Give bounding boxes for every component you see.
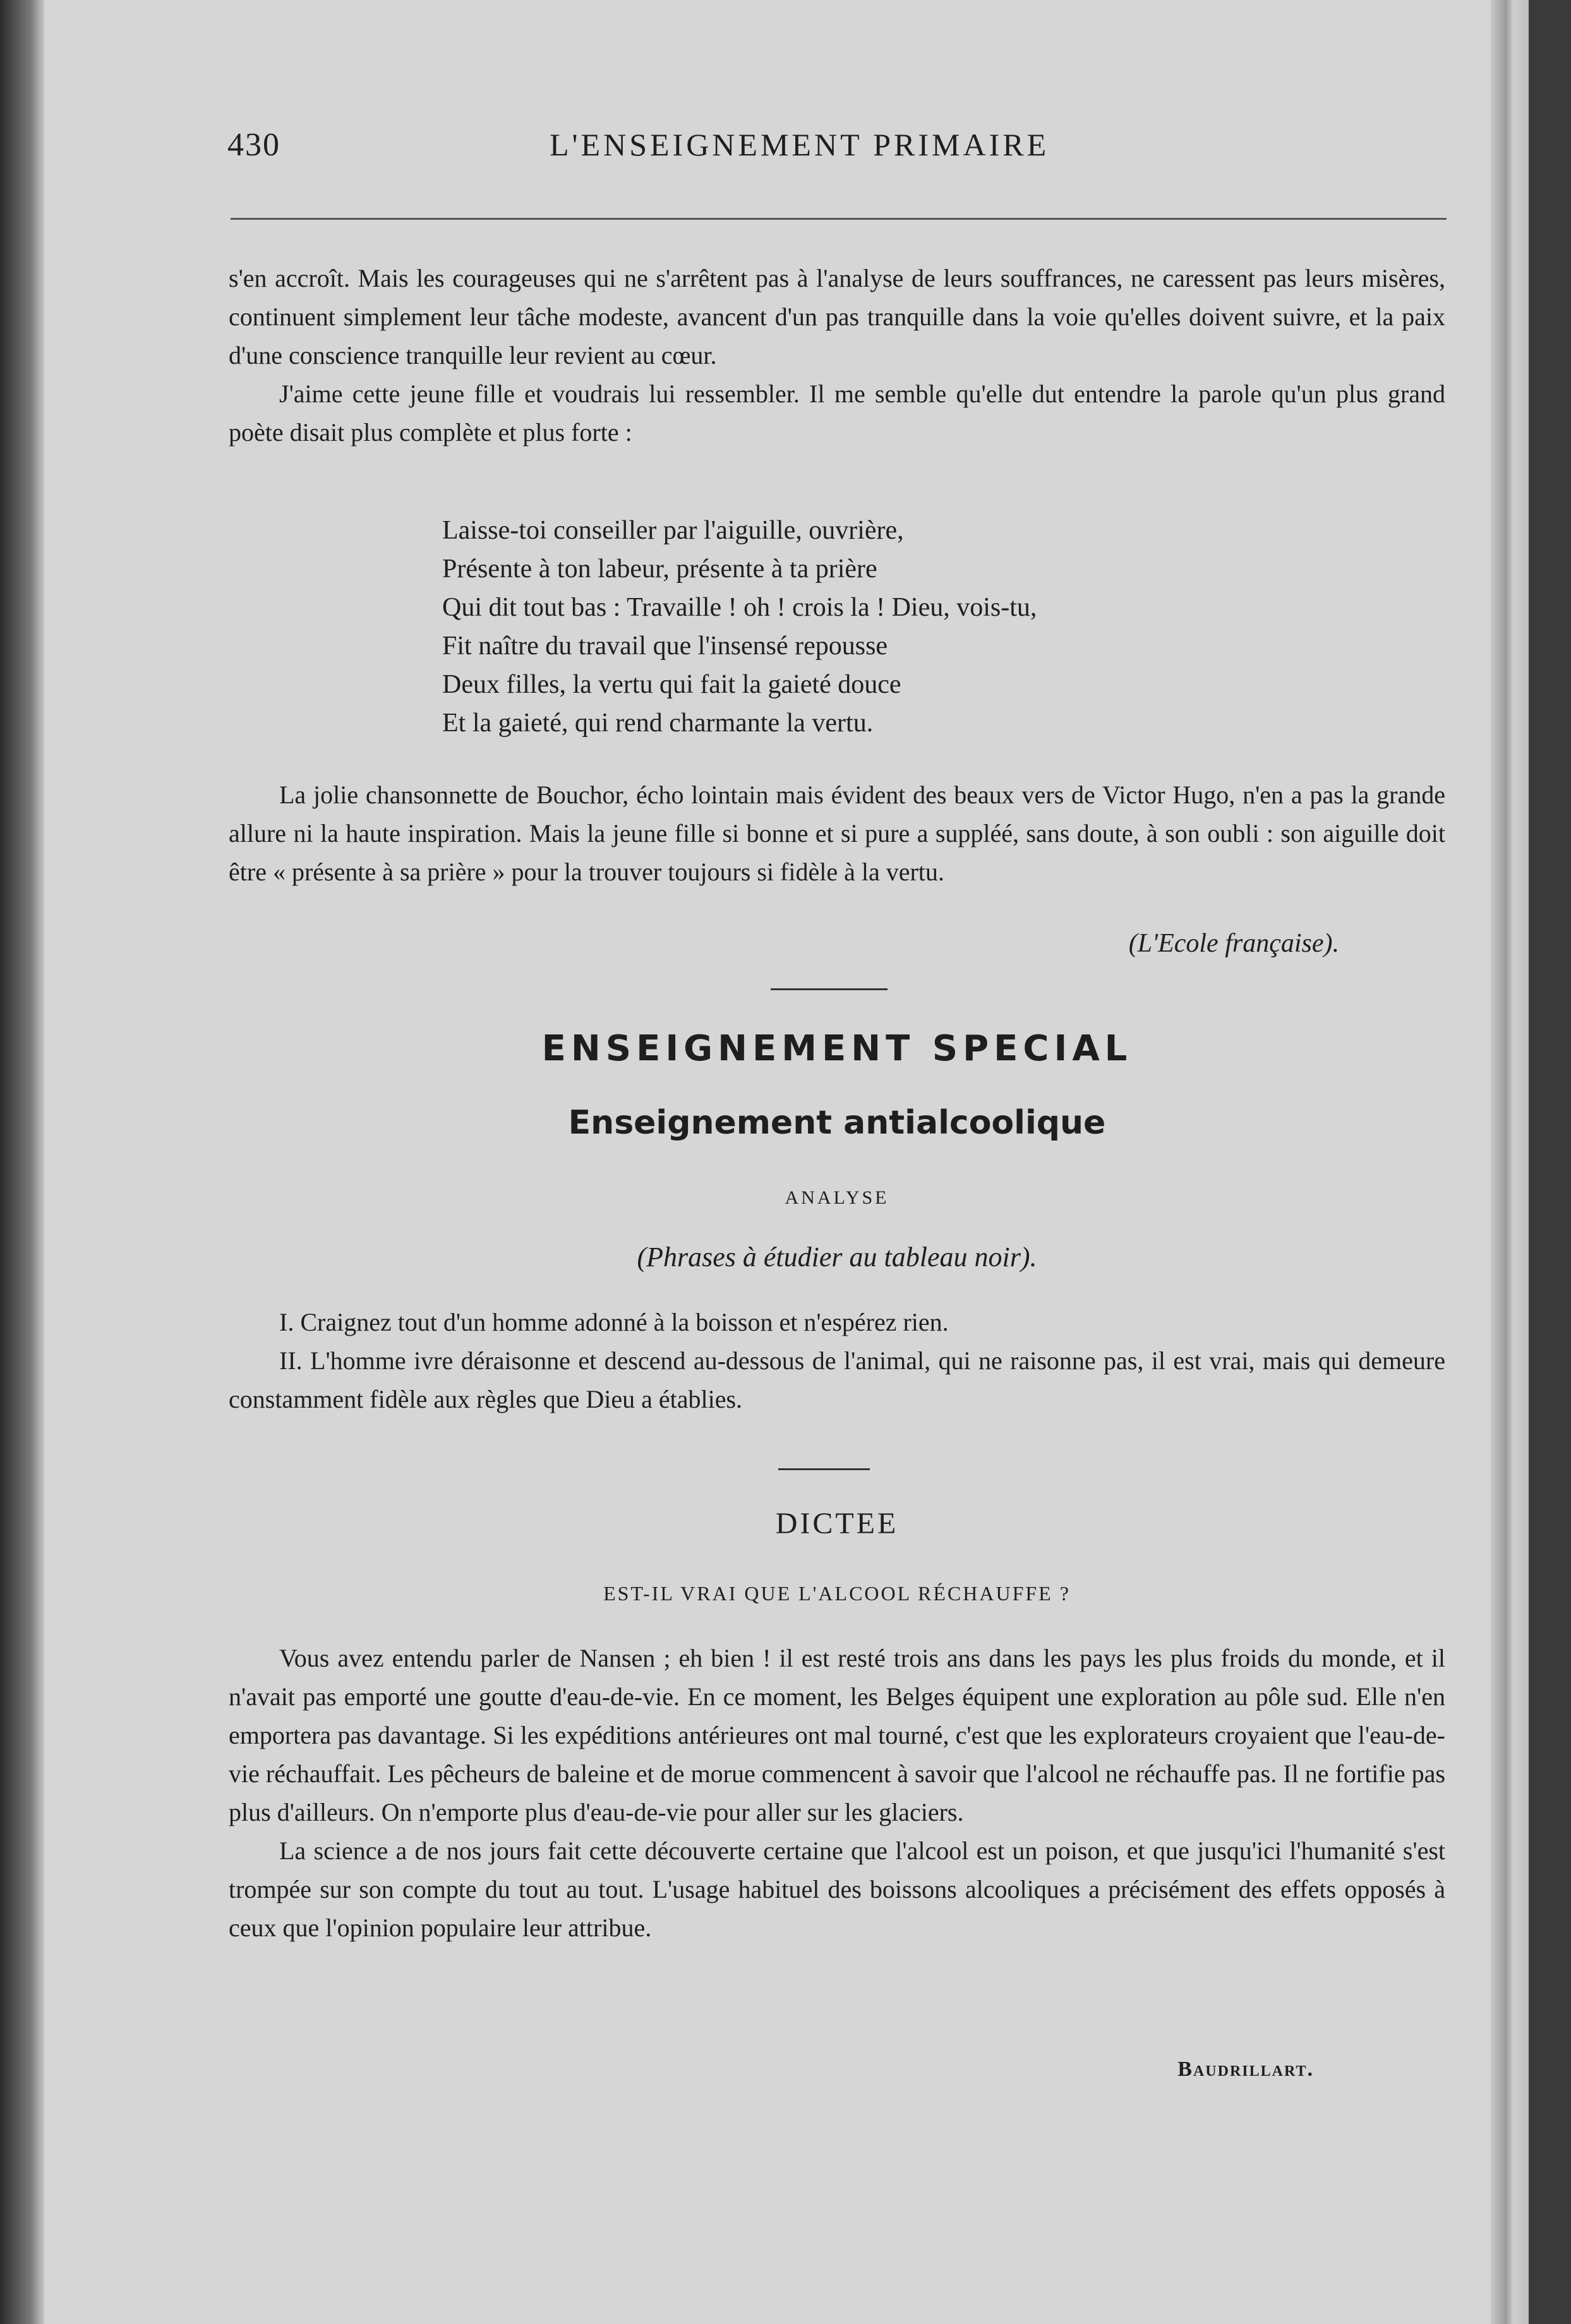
- list-item: I. Craignez tout d'un homme adonné à la boisson et n'espérez rien.: [279, 1308, 949, 1336]
- dictee-subtitle: EST-IL VRAI QUE L'ALCOOL RÉCHAUFFE ?: [603, 1582, 1071, 1605]
- list-item: II. L'homme ivre déraisonne et descend au-dessous de l'animal, qui ne raisonne pas, il est vrai, mais qui demeure constamment fidèle aux règles que Dieu a établies.: [229, 1346, 1445, 1413]
- paragraph: La jolie chansonnette de Bouchor, écho lointain mais évident des beaux vers de Victor Hugo, n'en a pas la grande allure ni la haute inspiration. Mais la jeune fille si bonne et si pure a suppléé, sans doute, à son oubli : son aiguille doit être « présente à sa prière » pour la trouver toujours si fidèle à la vertu.: [229, 781, 1445, 886]
- instruction-line: (Phrases à étudier au tableau noir).: [637, 1242, 1037, 1273]
- page-number: 430: [227, 127, 280, 163]
- source-attribution: (L'Ecole française).: [1128, 929, 1339, 958]
- verse-line: Qui dit tout bas : Travaille ! oh ! crois la ! Dieu, vois-tu,: [442, 593, 1037, 622]
- paragraph: J'aime cette jeune fille et voudrais lui ressembler. Il me semble qu'elle dut entendre la parole qu'un plus grand poète disait plus complète et plus forte :: [229, 380, 1445, 446]
- page-header: [227, 126, 1447, 171]
- section-divider: [778, 1468, 870, 1470]
- running-head: L'ENSEIGNEMENT PRIMAIRE: [550, 127, 1050, 162]
- verse-line: Et la gaieté, qui rend charmante la vertu.: [442, 709, 874, 738]
- page-edge: [1491, 0, 1529, 2324]
- verse-quote: [442, 512, 1263, 743]
- header-rule: [231, 218, 1447, 220]
- section-subtitle: Enseignement antialcoolique: [568, 1104, 1106, 1142]
- verse-line: Fit naître du travail que l'insensé repousse: [442, 632, 888, 661]
- binding-shadow: [0, 0, 44, 2324]
- closing-text: [229, 776, 1445, 891]
- paragraph: La science a de nos jours fait cette découverte certaine que l'alcool est un poison, et que jusqu'ici l'humanité s'est trompée sur son compte du tout au tout. L'usage habituel des boissons alcooliques a précisément des effets opposés à ceux que l'opinion populaire leur attribue.: [229, 1836, 1445, 1942]
- paragraph: s'en accroît. Mais les courageuses qui ne s'arrêtent pas à l'analyse de leurs souffrances, ne caressent pas leurs misères, continuent simplement leur tâche modeste, avancent d'un pas tranquille dans la voie qu'elles doivent suivre, et la paix d'une conscience tranquille leur revient au cœur.: [229, 264, 1445, 369]
- verse-line: Deux filles, la vertu qui fait la gaieté douce: [442, 670, 901, 699]
- dictee-text: [229, 1639, 1445, 1947]
- author-signature: Baudrillart.: [1177, 2057, 1314, 2081]
- verse-line: Présente à ton labeur, présente à ta prière: [442, 554, 877, 584]
- section-title: ENSEIGNEMENT SPECIAL: [541, 1028, 1133, 1069]
- analysis-items: [229, 1303, 1445, 1418]
- top-text: [229, 259, 1445, 452]
- verse-line: Laisse-toi conseiller par l'aiguille, ouvrière,: [442, 516, 904, 545]
- dictee-title: DICTEE: [775, 1507, 899, 1540]
- paragraph: Vous avez entendu parler de Nansen ; eh bien ! il est resté trois ans dans les pays les plus froids du monde, et il n'avait pas emporté une goutte d'eau-de-vie. En ce moment, les Belges équipent une exploration au pôle sud. Elle n'en emportera pas davantage. Si les expéditions antérieures ont mal tourné, c'est que les explorateurs croyaient que l'eau-de-vie réchauffait. Les pêcheurs de baleine et de morue commencent à savoir que l'alcool ne réchauffe pas. Il ne fortifie pas plus d'ailleurs. On n'emporte plus d'eau-de-vie pour aller sur les glaciers.: [229, 1644, 1445, 1826]
- section-divider: [771, 988, 888, 990]
- analysis-label: ANALYSE: [785, 1187, 889, 1208]
